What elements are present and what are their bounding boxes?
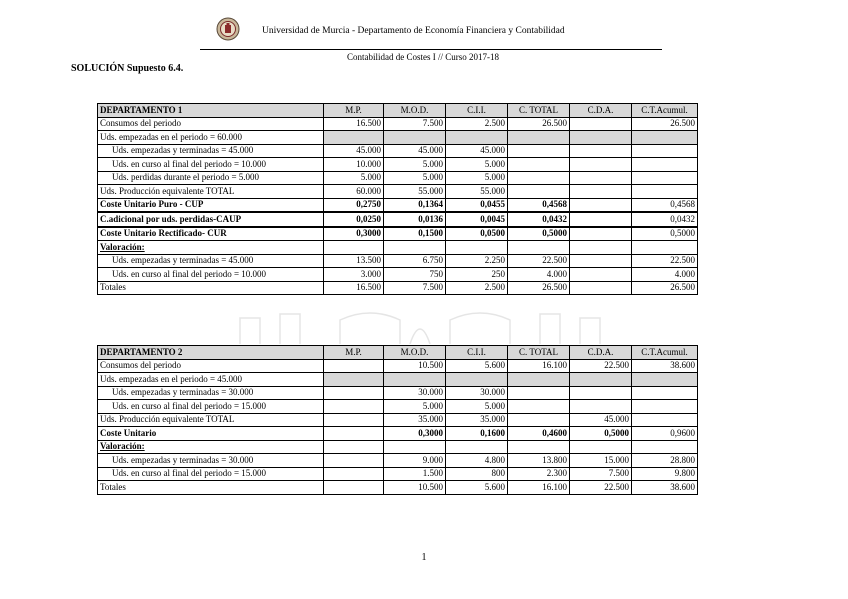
cell <box>632 413 698 427</box>
table-row <box>98 467 698 481</box>
row-label: Uds. empezadas y terminadas = 30.000 <box>98 454 324 468</box>
course-title: Contabilidad de Costes I // Curso 2017-18 <box>347 52 499 62</box>
cell <box>324 413 384 427</box>
cell <box>570 268 632 282</box>
cell: 0,0455 <box>446 198 508 212</box>
cell: 55.000 <box>446 185 508 199</box>
col-header-mod: M.O.D. <box>384 104 446 118</box>
row-label: Consumos del periodo <box>98 359 324 373</box>
cell: 16.500 <box>324 117 384 131</box>
col-header-ctotal: C. TOTAL <box>508 104 570 118</box>
cell <box>570 212 632 227</box>
row-label: Uds. Producción equivalente TOTAL <box>98 413 324 427</box>
cell: 5.000 <box>446 400 508 414</box>
cell: 22.500 <box>508 254 570 268</box>
row-label: Coste Unitario <box>98 427 324 441</box>
col-header-ctacumul: C.T.Acumul. <box>632 346 698 360</box>
cell <box>632 171 698 185</box>
cell <box>632 400 698 414</box>
cell: 250 <box>446 268 508 282</box>
row-label: Uds. empezadas y terminadas = 30.000 <box>98 386 324 400</box>
row-label: Coste Unitario Rectificado- CUR <box>98 227 324 241</box>
cell <box>570 131 632 145</box>
table-row <box>98 268 698 282</box>
col-header-cda: C.D.A. <box>570 104 632 118</box>
table-row <box>98 171 698 185</box>
cell <box>632 131 698 145</box>
row-label: Totales <box>98 281 324 295</box>
cell: 0,0500 <box>446 227 508 241</box>
table-row <box>98 227 698 241</box>
cell <box>508 241 570 255</box>
cell: 1.500 <box>384 467 446 481</box>
row-label: Valoración: <box>98 241 324 255</box>
cell: 5.000 <box>384 158 446 172</box>
cell <box>324 440 384 454</box>
table-header-row <box>98 104 698 118</box>
table-row <box>98 440 698 454</box>
table-row <box>98 281 698 295</box>
cell <box>508 373 570 387</box>
row-label: Uds. perdidas durante el periodo = 5.000 <box>98 171 324 185</box>
cell <box>446 373 508 387</box>
row-label: Coste Unitario Puro - CUP <box>98 198 324 212</box>
cell: 0,4568 <box>508 198 570 212</box>
cell: 0,9600 <box>632 427 698 441</box>
cell: 0,4600 <box>508 427 570 441</box>
cell: 750 <box>384 268 446 282</box>
cell: 6.750 <box>384 254 446 268</box>
cell <box>446 440 508 454</box>
cell <box>324 400 384 414</box>
cell: 10.500 <box>384 359 446 373</box>
cell: 0,0045 <box>446 212 508 227</box>
cell: 0,1364 <box>384 198 446 212</box>
cell <box>324 467 384 481</box>
cell: 45.000 <box>570 413 632 427</box>
col-header-cda: C.D.A. <box>570 346 632 360</box>
table-row <box>98 454 698 468</box>
department-2-table <box>97 345 698 495</box>
cell <box>570 373 632 387</box>
row-label: Uds. empezadas en el periodo = 60.000 <box>98 131 324 145</box>
cell: 5.000 <box>384 400 446 414</box>
cell: 22.500 <box>632 254 698 268</box>
cell <box>384 131 446 145</box>
cell: 0,0250 <box>324 212 384 227</box>
cell: 9.800 <box>632 467 698 481</box>
cell: 22.500 <box>570 359 632 373</box>
table-row <box>98 413 698 427</box>
table-row <box>98 359 698 373</box>
cell <box>570 440 632 454</box>
cell: 4.000 <box>632 268 698 282</box>
cell: 30.000 <box>446 386 508 400</box>
cell: 55.000 <box>384 185 446 199</box>
cell: 4.800 <box>446 454 508 468</box>
cell <box>508 144 570 158</box>
cell <box>384 440 446 454</box>
cell: 60.000 <box>324 185 384 199</box>
cell <box>324 386 384 400</box>
cell <box>508 158 570 172</box>
cell: 2.300 <box>508 467 570 481</box>
cell: 2.500 <box>446 117 508 131</box>
cell: 28.800 <box>632 454 698 468</box>
cell: 0,5000 <box>570 427 632 441</box>
cell: 38.600 <box>632 481 698 495</box>
cell: 26.500 <box>508 117 570 131</box>
cell: 0,5000 <box>508 227 570 241</box>
cell: 0,0432 <box>632 212 698 227</box>
cell <box>632 386 698 400</box>
cell: 10.500 <box>384 481 446 495</box>
cell: 7.500 <box>384 281 446 295</box>
row-label: Uds. Producción equivalente TOTAL <box>98 185 324 199</box>
cell <box>632 144 698 158</box>
cell: 0,3000 <box>384 427 446 441</box>
cell <box>508 131 570 145</box>
table-row <box>98 241 698 255</box>
cell: 30.000 <box>384 386 446 400</box>
table-row <box>98 158 698 172</box>
col-header-mod: M.O.D. <box>384 346 446 360</box>
cell: 26.500 <box>632 281 698 295</box>
page-header <box>0 0 848 74</box>
cell: 7.500 <box>570 467 632 481</box>
row-label: Uds. empezadas en el periodo = 45.000 <box>98 373 324 387</box>
university-seal-icon <box>216 17 240 41</box>
cell <box>570 158 632 172</box>
cell <box>446 241 508 255</box>
department-1-table <box>97 103 698 295</box>
cell <box>632 158 698 172</box>
cell <box>632 241 698 255</box>
cell <box>324 241 384 255</box>
cell <box>570 198 632 212</box>
cell: 5.600 <box>446 359 508 373</box>
cell <box>632 440 698 454</box>
cell: 0,3000 <box>324 227 384 241</box>
cell: 16.100 <box>508 359 570 373</box>
cell <box>324 359 384 373</box>
cell <box>324 454 384 468</box>
table-row <box>98 185 698 199</box>
row-label: Uds. en curso al final del periodo = 10.000 <box>98 268 324 282</box>
cell <box>570 281 632 295</box>
cell: 0,1500 <box>384 227 446 241</box>
cell: 9.000 <box>384 454 446 468</box>
cell: 4.000 <box>508 268 570 282</box>
cell: 5.600 <box>446 481 508 495</box>
row-label: Uds. empezadas y terminadas = 45.000 <box>98 144 324 158</box>
cell <box>324 131 384 145</box>
cell: 13.800 <box>508 454 570 468</box>
cell: 2.250 <box>446 254 508 268</box>
cell <box>570 171 632 185</box>
cell <box>570 241 632 255</box>
cell: 5.000 <box>324 171 384 185</box>
col-header-cii: C.I.I. <box>446 104 508 118</box>
cell: 35.000 <box>446 413 508 427</box>
table-header-row <box>98 346 698 360</box>
table-row <box>98 481 698 495</box>
cell: 15.000 <box>570 454 632 468</box>
watermark-seal <box>220 310 620 344</box>
cell: 5.000 <box>446 158 508 172</box>
solution-title: SOLUCIÓN Supuesto 6.4. <box>71 63 184 74</box>
cell: 800 <box>446 467 508 481</box>
cell <box>570 400 632 414</box>
col-header-mp: M.P. <box>324 104 384 118</box>
cell: 22.500 <box>570 481 632 495</box>
cell <box>632 373 698 387</box>
col-header-ctotal: C. TOTAL <box>508 346 570 360</box>
col-header-mp: M.P. <box>324 346 384 360</box>
department-title: DEPARTAMENTO 1 <box>98 104 324 118</box>
row-label: Consumos del periodo <box>98 117 324 131</box>
cell <box>570 386 632 400</box>
cell <box>324 427 384 441</box>
row-label: C.adicional por uds. perdidas-CAUP <box>98 212 324 227</box>
cell <box>508 413 570 427</box>
col-header-cii: C.I.I. <box>446 346 508 360</box>
cell: 16.100 <box>508 481 570 495</box>
row-label: Valoración: <box>98 440 324 454</box>
cell <box>508 440 570 454</box>
page-number: 1 <box>421 552 427 563</box>
row-label: Totales <box>98 481 324 495</box>
cell <box>384 373 446 387</box>
table-row <box>98 373 698 387</box>
cell <box>570 144 632 158</box>
cell: 5.000 <box>446 171 508 185</box>
cell: 0,5000 <box>632 227 698 241</box>
cell: 35.000 <box>384 413 446 427</box>
cell <box>508 171 570 185</box>
cell <box>632 185 698 199</box>
cell <box>570 185 632 199</box>
cell <box>508 400 570 414</box>
cell: 0,0432 <box>508 212 570 227</box>
cell <box>508 185 570 199</box>
cell: 10.000 <box>324 158 384 172</box>
cell <box>446 131 508 145</box>
cell: 45.000 <box>324 144 384 158</box>
table-row <box>98 117 698 131</box>
cell: 45.000 <box>384 144 446 158</box>
table-row <box>98 131 698 145</box>
cell: 0,1600 <box>446 427 508 441</box>
row-label: Uds. en curso al final del periodo = 15.000 <box>98 400 324 414</box>
header-rule <box>200 49 662 50</box>
cell <box>324 481 384 495</box>
table-row <box>98 198 698 212</box>
table-row <box>98 254 698 268</box>
cell: 0,4568 <box>632 198 698 212</box>
cell <box>570 254 632 268</box>
cell <box>570 117 632 131</box>
row-label: Uds. en curso al final del periodo = 10.000 <box>98 158 324 172</box>
cell: 0,2750 <box>324 198 384 212</box>
cell: 2.500 <box>446 281 508 295</box>
cell: 26.500 <box>632 117 698 131</box>
table-row <box>98 212 698 227</box>
cell: 13.500 <box>324 254 384 268</box>
row-label: Uds. en curso al final del periodo = 15.000 <box>98 467 324 481</box>
cell <box>570 227 632 241</box>
cell: 3.000 <box>324 268 384 282</box>
cell: 38.600 <box>632 359 698 373</box>
cell: 5.000 <box>384 171 446 185</box>
cell: 16.500 <box>324 281 384 295</box>
table-row <box>98 144 698 158</box>
table-row <box>98 400 698 414</box>
cell: 45.000 <box>446 144 508 158</box>
cell <box>324 373 384 387</box>
table-row <box>98 386 698 400</box>
col-header-ctacumul: C.T.Acumul. <box>632 104 698 118</box>
cell: 0,0136 <box>384 212 446 227</box>
row-label: Uds. empezadas y terminadas = 45.000 <box>98 254 324 268</box>
cell: 26.500 <box>508 281 570 295</box>
table-row <box>98 427 698 441</box>
cell <box>384 241 446 255</box>
cell <box>508 386 570 400</box>
department-title: DEPARTAMENTO 2 <box>98 346 324 360</box>
cell: 7.500 <box>384 117 446 131</box>
university-name: Universidad de Murcia - Departamento de Economía Financiera y Contabilidad <box>262 26 565 36</box>
